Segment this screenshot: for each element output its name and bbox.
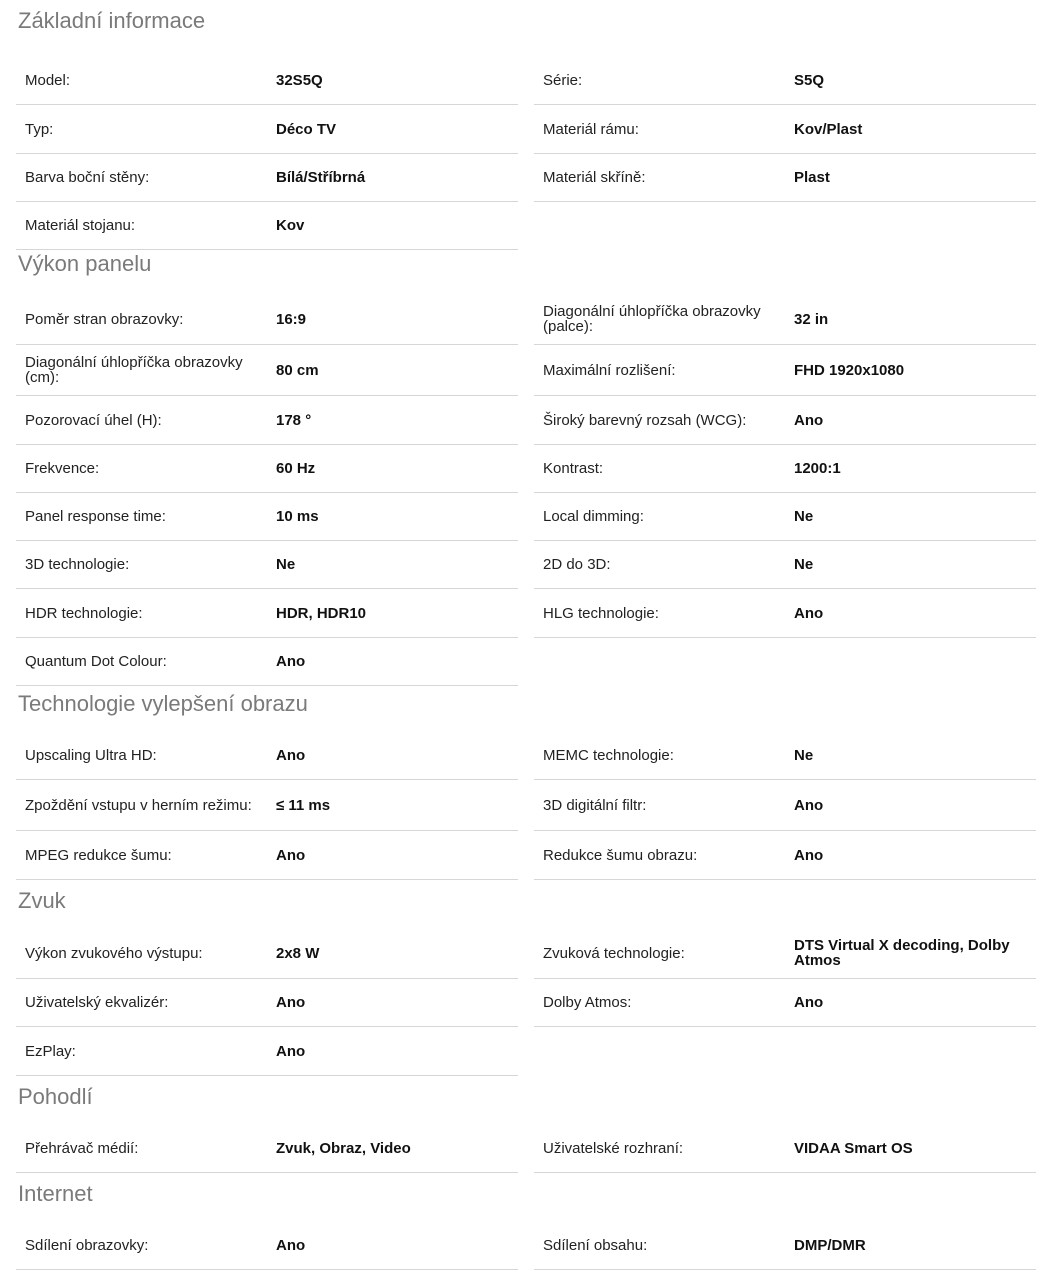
spec-value [794,294,1030,344]
spec-label [25,1027,257,1075]
spec-label-text: Upscaling Ultra HD: [25,746,157,764]
spec-label [25,979,257,1026]
section-title: Základní informace [18,8,206,33]
spec-label [25,294,257,344]
spec-label [25,105,257,153]
spec-label-text: Pozorovací úhel (H): [25,411,162,429]
spec-label-text: Poměr stran obrazovky: [25,310,184,328]
spec-value-text: Ano [276,653,306,670]
spec-label [25,445,257,492]
spec-value-text: DMP/DMR [794,1236,866,1254]
spec-row [16,202,518,250]
spec-value-text: Ano [794,846,824,864]
spec-row [16,979,518,1027]
spec-value [276,493,512,540]
spec-label [543,780,775,830]
spec-value [276,1124,512,1172]
spec-label [25,638,257,685]
spec-row [534,541,1036,589]
spec-label [543,294,775,344]
spec-row [534,731,1036,780]
spec-value [276,541,512,588]
spec-value [276,105,512,153]
spec-label [543,56,775,104]
spec-row [534,445,1036,493]
spec-value [794,1124,1030,1172]
spec-value [794,56,1030,104]
spec-row [16,56,518,105]
spec-value [276,202,512,249]
spec-value [276,445,512,492]
spec-value [276,780,512,830]
spec-row [534,831,1036,880]
spec-label-text: EzPlay: [25,1042,76,1060]
spec-label-text: HLG technologie: [543,604,659,622]
spec-label [25,56,257,104]
spec-label-text: Frekvence: [25,460,100,477]
spec-row [16,638,518,686]
spec-row [16,493,518,541]
spec-label-text: Materiál rámu: [543,120,639,138]
spec-value-text: Ne [794,508,814,525]
spec-row [16,831,518,880]
section-title: Technologie vylepšení obrazu [18,691,308,716]
spec-value-text: Ne [794,556,814,573]
spec-label [25,541,257,588]
spec-row [16,154,518,202]
spec-label [25,831,257,879]
spec-label-text: 2D do 3D: [543,556,611,573]
spec-value [794,154,1030,201]
spec-label-text: Zpoždění vstupu v herním režimu: [25,796,252,814]
spec-value-text: 10 ms [276,508,319,525]
spec-label [543,1124,775,1172]
spec-label-text: MPEG redukce šumu: [25,846,172,864]
spec-value [276,589,512,637]
spec-value [276,979,512,1026]
spec-value [276,1027,512,1075]
spec-value-text: ≤ 11 ms [276,796,331,814]
spec-row [534,56,1036,105]
spec-label [25,202,257,249]
spec-value [276,731,512,779]
spec-value-text: S5Q [794,71,825,89]
spec-label [25,493,257,540]
spec-label [543,345,775,395]
spec-value [794,345,1030,395]
spec-value [794,589,1030,637]
spec-label-text: Typ: [25,120,54,138]
spec-label-text: Panel response time: [25,508,166,525]
section-title: Internet [18,1181,93,1206]
spec-label [543,831,775,879]
spec-value-text: Ano [794,796,824,814]
spec-value-text: FHD 1920x1080 [794,361,905,379]
spec-label [25,780,257,830]
spec-row [534,294,1036,345]
spec-label-text: MEMC technologie: [543,746,674,764]
spec-value [794,445,1030,492]
spec-value [794,928,1030,978]
spec-value [276,345,512,395]
spec-label [543,1221,775,1269]
spec-row [16,541,518,589]
spec-label [25,589,257,637]
spec-row [16,1027,518,1076]
spec-value-text: Ano [276,1042,306,1060]
spec-row [534,1124,1036,1173]
spec-label [543,541,775,588]
spec-label-text: Uživatelský ekvalizér: [25,994,169,1011]
spec-row [16,396,518,445]
spec-value-text: HDR, HDR10 [276,604,367,622]
spec-label [25,928,257,978]
spec-label-text: Zvuková technologie: [543,944,685,962]
spec-label [25,1221,257,1269]
section-title: Výkon panelu [18,251,152,276]
spec-value-text: Ne [276,556,296,573]
spec-value-text: Ano [794,411,824,429]
spec-label-text: Quantum Dot Colour: [25,653,167,670]
spec-label-text: Barva boční stěny: [25,169,150,186]
spec-label-text: Diagonální úhlopříčka obrazovky (cm): [25,354,243,386]
spec-value [794,831,1030,879]
spec-value-text: 80 cm [276,361,319,379]
spec-value [276,154,512,201]
spec-label-text: 3D digitální filtr: [543,796,647,814]
spec-label [25,731,257,779]
spec-label [543,928,775,978]
spec-value [794,731,1030,779]
spec-row [534,154,1036,202]
spec-row [16,780,518,831]
spec-label [25,1124,257,1172]
spec-value-text: Plast [794,169,830,186]
spec-label-text: Série: [543,71,583,89]
spec-label [543,493,775,540]
spec-row [16,294,518,345]
spec-value-text: Bílá/Stříbrná [276,169,366,186]
spec-label-text: Uživatelské rozhraní: [543,1139,684,1157]
spec-label-text: Sdílení obsahu: [543,1236,648,1254]
spec-row [16,105,518,154]
spec-value-text: Ano [276,746,306,764]
spec-label-text: Diagonální úhlopříčka obrazovky (palce): [543,303,761,335]
spec-row [534,105,1036,154]
spec-value-text: 178 ° [276,411,312,429]
spec-value-text: Ano [794,604,824,622]
spec-label-text: Maximální rozlišení: [543,361,676,379]
spec-row [534,1221,1036,1270]
spec-value [794,541,1030,588]
spec-row [534,979,1036,1027]
section-title: Zvuk [18,888,66,913]
spec-value-text: 60 Hz [276,460,316,477]
spec-row [16,589,518,638]
spec-row [16,1221,518,1270]
spec-value-text: 16:9 [276,310,307,328]
spec-value-text: 2x8 W [276,944,320,962]
spec-value-text: 32S5Q [276,71,323,89]
spec-value [276,831,512,879]
spec-value-text: Ano [276,1236,306,1254]
spec-label-text: HDR technologie: [25,604,143,622]
spec-label [543,154,775,201]
spec-row [534,589,1036,638]
spec-label-text: Výkon zvukového výstupu: [25,944,203,962]
spec-label-text: Kontrast: [543,460,604,477]
spec-label [543,396,775,444]
spec-label [543,589,775,637]
spec-value [276,638,512,685]
section-title: Pohodlí [18,1084,93,1109]
spec-label [543,445,775,492]
spec-label [543,105,775,153]
spec-label-text: Model: [25,71,71,89]
spec-value-text: Ano [794,994,824,1011]
spec-value [794,493,1030,540]
spec-value-text: Kov/Plast [794,120,863,138]
spec-value [794,979,1030,1026]
spec-row [534,493,1036,541]
spec-value-text: Zvuk, Obraz, Video [276,1139,411,1157]
spec-label-text: Přehrávač médií: [25,1139,139,1157]
spec-label [25,154,257,201]
spec-label-text: Materiál stojanu: [25,217,136,234]
spec-value-text: VIDAA Smart OS [794,1139,913,1157]
spec-row [534,928,1036,979]
spec-value-text: Ano [276,846,306,864]
spec-value-text: Déco TV [276,120,337,138]
spec-row [16,445,518,493]
spec-value-text: Kov [276,217,305,234]
spec-label-text: Local dimming: [543,508,644,525]
spec-row [534,780,1036,831]
spec-label [543,979,775,1026]
spec-label-text: 3D technologie: [25,556,130,573]
spec-value [794,396,1030,444]
spec-value-text: 32 in [794,310,829,328]
spec-label-text: Materiál skříně: [543,169,646,186]
spec-value-text: Ano [276,994,306,1011]
spec-label [25,396,257,444]
spec-value [794,105,1030,153]
spec-label-text: Sdílení obrazovky: [25,1236,149,1254]
spec-row [534,396,1036,445]
spec-value [276,294,512,344]
spec-label-text: Dolby Atmos: [543,994,632,1011]
spec-value-text: 1200:1 [794,460,841,477]
spec-value [276,56,512,104]
spec-label-text: Redukce šumu obrazu: [543,846,698,864]
spec-row [16,928,518,979]
spec-value-text: Ne [794,746,814,764]
spec-row [16,345,518,396]
spec-label [543,731,775,779]
spec-value [794,1221,1030,1269]
spec-label [25,345,257,395]
spec-row [16,1124,518,1173]
spec-row [534,345,1036,396]
spec-value-text: DTS Virtual X decoding, Dolby Atmos [794,937,1010,969]
spec-value [794,780,1030,830]
spec-label-text: Široký barevný rozsah (WCG): [543,411,747,429]
spec-value [276,1221,512,1269]
spec-value [276,928,512,978]
spec-value [276,396,512,444]
spec-row [16,731,518,780]
